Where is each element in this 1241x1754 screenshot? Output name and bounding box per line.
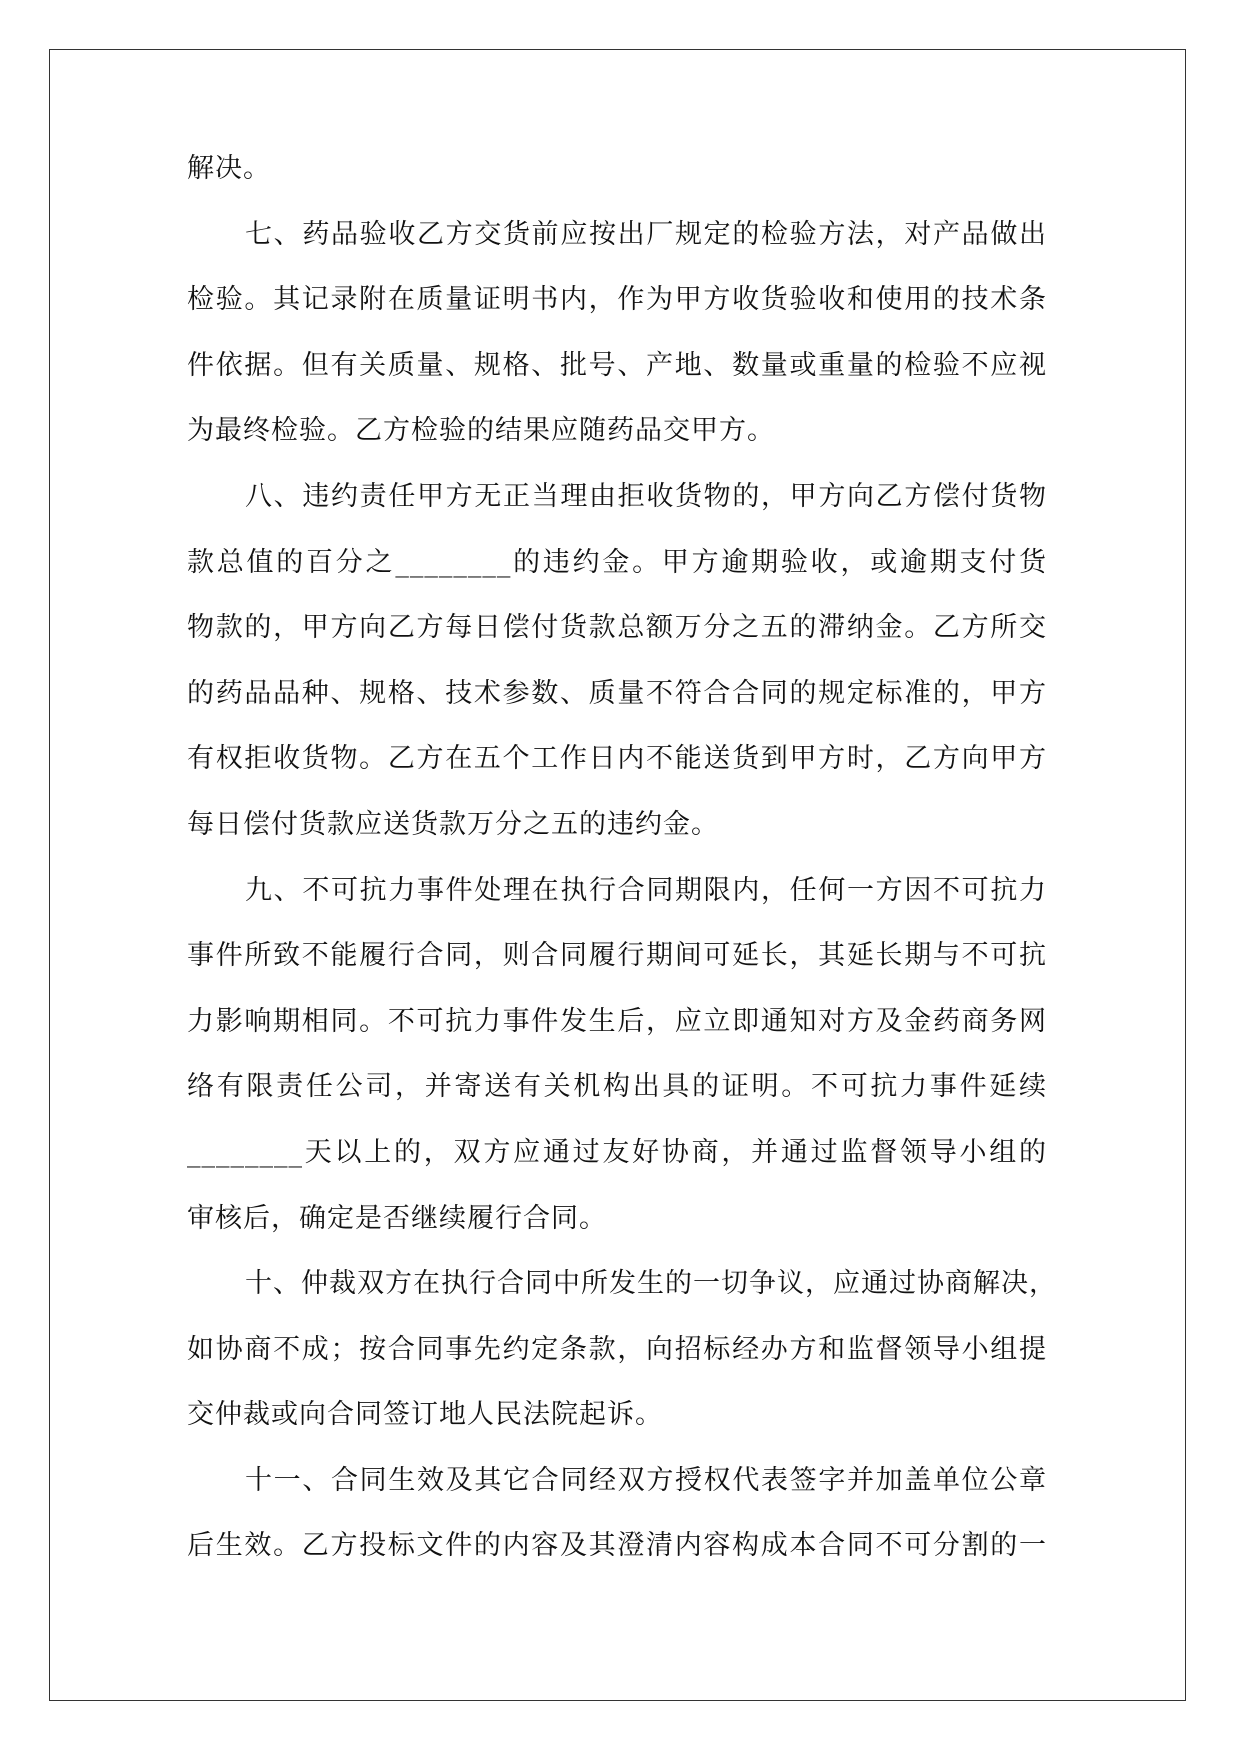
text-line: 八、违约责任甲方无正当理由拒收货物的，甲方向乙方偿付货物 [245,480,1047,512]
text-line: ________天以上的，双方应通过友好协商，并通过监督领导小组的 [187,1136,1047,1168]
text-line: 十、仲裁双方在执行合同中所发生的一切争议，应通过协商解决， [245,1268,1057,1300]
text-line: 七、药品验收乙方交货前应按出厂规定的检验方法，对产品做出 [245,218,1047,250]
text-line: 络有限责任公司，并寄送有关机构出具的证明。不可抗力事件延续 [187,1071,1047,1103]
text-line: 件依据。但有关质量、规格、批号、产地、数量或重量的检验不应视 [187,349,1047,381]
text-line: 力影响期相同。不可抗力事件发生后，应立即通知对方及金药商务网 [187,1005,1047,1037]
text-line: 款总值的百分之________的违约金。甲方逾期验收，或逾期支付货 [187,546,1047,578]
text-line: 解决。 [187,153,271,184]
text-line: 事件所致不能履行合同，则合同履行期间可延长，其延长期与不可抗 [187,940,1047,972]
text-line: 如协商不成；按合同事先约定条款，向招标经办方和监督领导小组提 [187,1333,1047,1365]
text-line: 十一、合同生效及其它合同经双方授权代表签字并加盖单位公章 [245,1464,1047,1496]
text-line: 审核后，确定是否继续履行合同。 [187,1202,607,1234]
text-line: 后生效。乙方投标文件的内容及其澄清内容构成本合同不可分割的一 [187,1530,1047,1562]
text-line: 九、不可抗力事件处理在执行合同期限内，任何一方因不可抗力 [245,874,1047,906]
text-line: 为最终检验。乙方检验的结果应随药品交甲方。 [187,415,775,447]
document-body [187,152,1057,1595]
text-line: 有权拒收货物。乙方在五个工作日内不能送货到甲方时，乙方向甲方 [187,743,1047,775]
text-line: 检验。其记录附在质量证明书内，作为甲方收货验收和使用的技术条 [187,284,1047,316]
text-line: 每日偿付货款应送货款万分之五的违约金。 [187,808,719,840]
text-line: 交仲裁或向合同签订地人民法院起诉。 [187,1399,663,1431]
text-line: 物款的，甲方向乙方每日偿付货款总额万分之五的滞纳金。乙方所交 [187,612,1047,644]
text-line: 的药品品种、规格、技术参数、质量不符合合同的规定标准的，甲方 [187,677,1047,709]
